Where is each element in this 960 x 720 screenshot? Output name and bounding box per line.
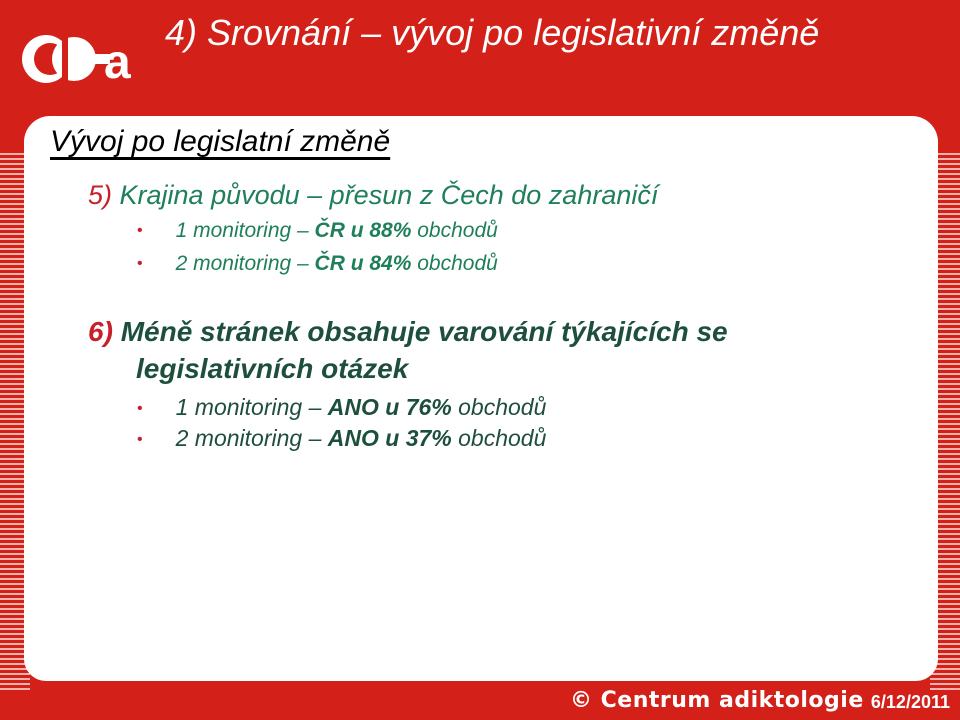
bullet-value: ČR u 88% [314, 219, 412, 242]
section6-title-line2: legislativních otázek [136, 353, 409, 384]
bullet-value: ANO u 76% [327, 394, 452, 420]
bullet-label: 2 monitoring – [175, 252, 315, 275]
bullet-suffix: obchodů [451, 394, 547, 420]
bullet-suffix: obchodů [411, 252, 498, 275]
section6-number: 6) [88, 316, 113, 347]
bullet-suffix: obchodů [451, 425, 547, 451]
bullet-icon: • [137, 222, 143, 239]
bullet-label: 2 monitoring – [175, 425, 328, 451]
bullet-label: 1 monitoring – [175, 394, 328, 420]
footer-date: 6/12/2011 [870, 692, 950, 712]
section5-title: Krajina původu – přesun z Čech do zahraničí [119, 180, 659, 210]
bullet-value: ČR u 84% [314, 252, 412, 275]
list-item [137, 425, 546, 452]
list-item [137, 394, 546, 421]
list-item [137, 219, 498, 243]
slide-subtitle: Vývoj po legislatní změně [50, 125, 391, 158]
bullet-label: 1 monitoring – [175, 219, 315, 242]
footer-brand: © Centrum adiktologie [570, 688, 864, 713]
logo-icon [22, 28, 134, 90]
list-item [137, 252, 498, 276]
svg-text:a: a [104, 36, 131, 89]
page-title: 4) Srovnání – vývoj po legislativní změně [165, 12, 820, 53]
section6-heading [88, 313, 888, 387]
bullet-icon: • [137, 255, 143, 272]
bullet-suffix: obchodů [411, 219, 498, 242]
bullet-icon: • [137, 431, 143, 448]
bullet-value: ANO u 37% [327, 425, 452, 451]
bullet-icon: • [137, 400, 143, 417]
section6-title-line1: Méně stránek obsahuje varování týkajících se [120, 316, 728, 347]
section5-heading [88, 180, 658, 211]
section5-number: 5) [88, 180, 113, 210]
